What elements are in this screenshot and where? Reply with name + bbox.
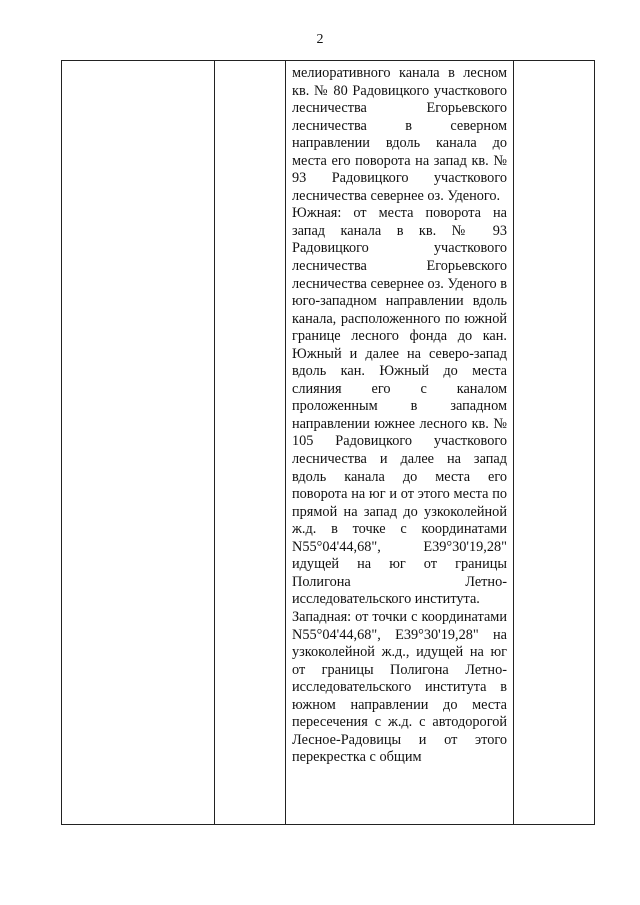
paragraph-continuation: мелиоративного канала в лесном кв. № 80 Радовицкого участкового лесничества Егорьевского лесничества в северном направлении вдоль канала до места его поворота на запад кв. № 93 Радовицкого участкового лесничества севернее оз. Уденого. [292,65,507,204]
table-row [62,61,595,825]
paragraph-western-boundary: Западная: от точки с координатами N55°04'44,68", E39°30'19,28" на узкоколейной ж.д., идущей на юг от границы Полигона Летно-исследовательского института в южном направлении до места пересечения с ж.д. с автодорогой Лесное-Радовицы и от этого перекрестка с общим [292,608,507,766]
paragraph-southern-boundary: Южная: от места поворота на запад канала в кв. № 93 Радовицкого участкового лесничества Егорьевского лесничества севернее оз. Уденого в юго-западном направлении вдоль канала, расположенного по южной границе лесного фонда до кан. Южный и далее на северо-запад вдоль кан. Южный до места слияния его с каналом проложенным в западном направлении южнее лесного кв. № 105 Радовицкого участкового лесничества и далее на запад вдоль канала до места его поворота на юг и от этого места по прямой на запад до узкоколейной ж.д. в точке с координатами N55°04'44,68", E39°30'19,28" идущей на юг от границы Полигона Летно-исследовательского института. [292,205,507,608]
table-cell-boundary-description [286,61,514,825]
table-cell-col2 [215,61,286,825]
boundary-table [61,60,595,825]
table-cell-col1 [62,61,215,825]
page-number: 2 [316,32,324,47]
table-cell-col4 [514,61,595,825]
